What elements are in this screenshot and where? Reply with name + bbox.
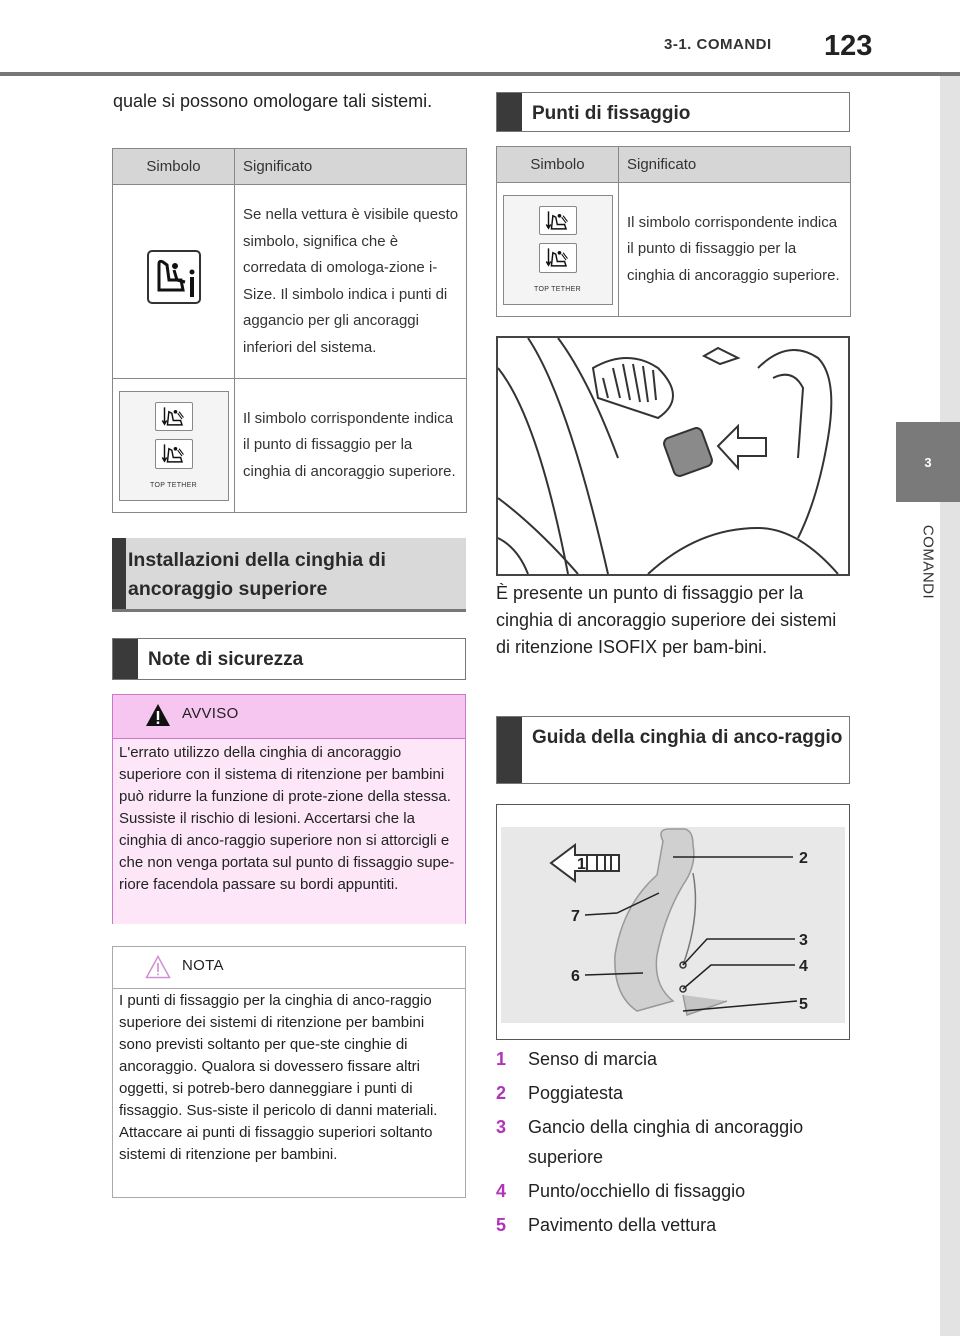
diagram-label-3: 3 bbox=[799, 932, 808, 949]
warning-icon bbox=[145, 703, 171, 727]
warning-text: L'errato utilizzo della cinghia di ancoraggio superiore con il sistema di ritenzione per bambini può ridurre la funzione di prote-zione della stessa. Sussiste il rischio di lesioni. Accertarsi che la cinghia di anco-raggio superiore non si attorcigli e che non venga portata sul punto di fissaggio supe-riore facendola passare su bordi appuntiti. bbox=[113, 739, 465, 924]
subheading-safety bbox=[112, 638, 466, 680]
chapter-tab[interactable]: 3 bbox=[896, 422, 960, 502]
legend-number: 1 bbox=[496, 1049, 507, 1069]
top-tether-icon bbox=[539, 243, 577, 273]
section-heading-text: Installazioni della cinghia di ancoraggio superiore bbox=[128, 549, 386, 600]
diagram-label-6: 6 bbox=[571, 968, 580, 985]
legend-item bbox=[496, 1112, 850, 1172]
intro-text: quale si possono omologare tali sistemi. bbox=[113, 91, 433, 111]
anchor-description: È presente un punto di fissaggio per la cinghia di ancoraggio superiore dei sistemi di ritenzione ISOFIX per bam-bini. bbox=[496, 583, 837, 657]
chapter-label: COMANDI bbox=[919, 524, 937, 600]
anchor-point-drawing bbox=[498, 338, 848, 574]
symbol-cell bbox=[497, 183, 619, 317]
legend-item bbox=[496, 1044, 850, 1074]
diagram-label-7: 7 bbox=[571, 908, 580, 925]
anchor-point-illustration bbox=[496, 336, 850, 576]
legend-number: 2 bbox=[496, 1083, 507, 1103]
legend-item bbox=[496, 1176, 850, 1206]
legend-label: Poggiatesta bbox=[528, 1083, 624, 1103]
symbol-cell bbox=[113, 185, 235, 379]
legend-number: 5 bbox=[496, 1215, 507, 1235]
heading-bar bbox=[497, 717, 522, 783]
top-tether-icon bbox=[155, 402, 193, 432]
direction-arrow-icon bbox=[718, 426, 766, 468]
caution-icon bbox=[145, 955, 171, 979]
top-tether-icon bbox=[155, 439, 193, 469]
legend-label: Pavimento della vettura bbox=[528, 1215, 717, 1235]
heading-bar bbox=[113, 639, 138, 679]
top-tether-label: TOP TETHER bbox=[534, 286, 581, 293]
top-tether-icon bbox=[539, 206, 577, 236]
note-header bbox=[113, 947, 465, 989]
page-number: 123 bbox=[824, 30, 873, 62]
heading-bar bbox=[112, 538, 126, 609]
symbol-meaning: Il simbolo corrispondente indica il punto di fissaggio per la cinghia di ancoraggio superiore. bbox=[235, 379, 467, 513]
diagram-label-5: 5 bbox=[799, 996, 808, 1013]
heading-bar bbox=[497, 93, 522, 131]
legend-item bbox=[496, 1078, 850, 1108]
warning-header bbox=[113, 695, 465, 739]
warning-box bbox=[112, 694, 466, 924]
legend-number: 3 bbox=[496, 1117, 507, 1137]
warning-title: AVVISO bbox=[182, 705, 239, 722]
legend-label: Gancio della cinghia di ancoraggio superiore bbox=[528, 1117, 804, 1167]
heading-fixing-points-text: Punti di fissaggio bbox=[532, 103, 691, 124]
symbol-table-left bbox=[112, 148, 467, 513]
symbol-meaning: Se nella vettura è visibile questo simbolo, significa che è corredata di omologa-zione i-Size. Il simbolo indica i punti di aggancio per gli ancoraggi inferiori del sistema. bbox=[235, 185, 467, 379]
section-title: 3-1. COMANDI bbox=[664, 36, 772, 53]
col-header-symbol: Simbolo bbox=[497, 147, 619, 183]
top-tether-symbol bbox=[119, 391, 229, 501]
header-rule bbox=[0, 72, 960, 76]
legend-item bbox=[496, 1210, 850, 1240]
heading-strap-guide bbox=[496, 716, 850, 784]
heading-strap-guide-text: Guida della cinghia di anco-raggio bbox=[532, 727, 843, 748]
col-header-meaning: Significato bbox=[619, 147, 851, 183]
strap-guide-diagram bbox=[496, 804, 850, 1040]
legend-label: Punto/occhiello di fissaggio bbox=[528, 1181, 746, 1201]
strap-guide-drawing bbox=[497, 805, 849, 1039]
note-text: I punti di fissaggio per la cinghia di anco-raggio superiore dei sistemi di ritenzione per bambini sono previsti soltanto per que-ste cinghie di ancoraggio. Qualora si dovessero fissare altri oggetti, si potreb-bero danneggiare i punti di fissaggio. Sus-siste il pericolo di danni materiali. Attaccare ai punti di fissaggio superiori soltanto sistemi di ritenzione per bambini. bbox=[119, 992, 438, 1163]
note-box bbox=[112, 946, 466, 1198]
col-header-meaning: Significato bbox=[235, 149, 467, 185]
symbol-meaning: Il simbolo corrispondente indica il punto di fissaggio per la cinghia di ancoraggio superiore. bbox=[619, 183, 851, 317]
legend-label: Senso di marcia bbox=[528, 1049, 658, 1069]
diagram-label-2: 2 bbox=[799, 850, 808, 867]
diagram-label-4: 4 bbox=[799, 958, 808, 975]
legend-number: 4 bbox=[496, 1181, 507, 1201]
diagram-legend bbox=[496, 1044, 850, 1244]
note-title: NOTA bbox=[182, 957, 224, 974]
top-tether-symbol bbox=[503, 195, 613, 305]
section-heading bbox=[112, 538, 466, 612]
isize-seat-icon bbox=[147, 250, 201, 304]
side-band bbox=[940, 76, 960, 1336]
heading-fixing-points bbox=[496, 92, 850, 132]
symbol-cell bbox=[113, 379, 235, 513]
symbol-table-right bbox=[496, 146, 851, 317]
top-tether-label: TOP TETHER bbox=[150, 482, 197, 489]
col-header-symbol: Simbolo bbox=[113, 149, 235, 185]
diagram-label-1: 1 bbox=[577, 856, 586, 873]
subheading-text: Note di sicurezza bbox=[148, 649, 304, 670]
